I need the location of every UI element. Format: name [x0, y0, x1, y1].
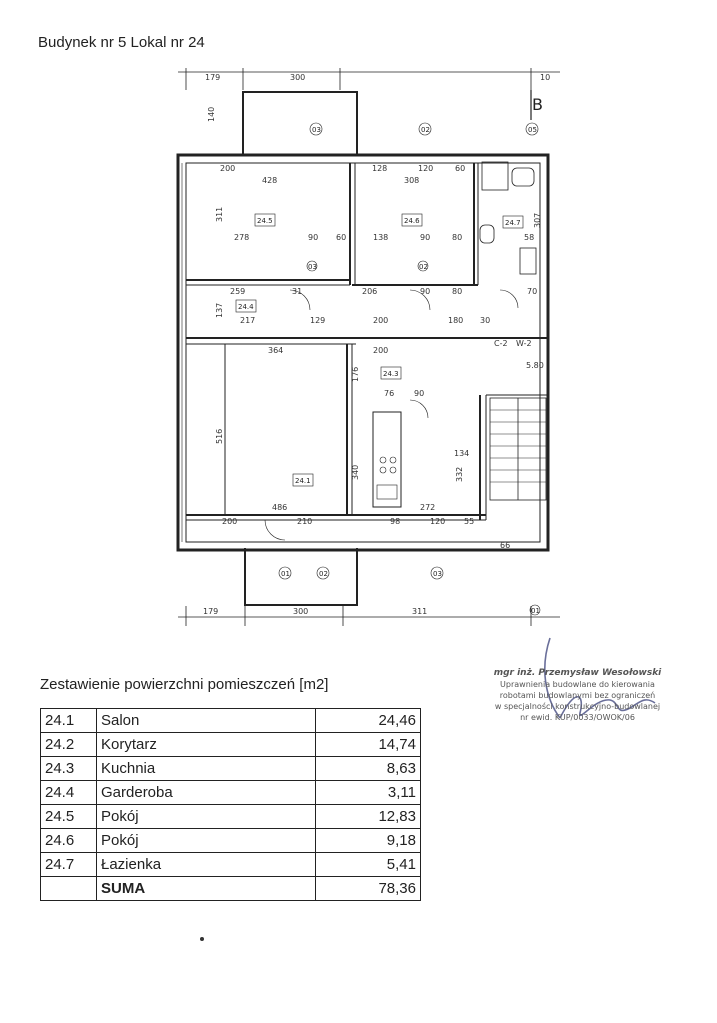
dim-label: 364 — [268, 346, 284, 355]
dim-label: 60 — [455, 164, 466, 173]
dim-label: 80 — [452, 287, 463, 296]
table-row — [41, 853, 421, 877]
room-number: 24.2 — [41, 733, 97, 757]
dim-label: 272 — [420, 503, 436, 512]
dim-label: 76 — [384, 389, 395, 398]
total-area: 78,36 — [316, 877, 421, 901]
room-tag-24-5: 24.5 — [257, 217, 273, 225]
dim-label: 200 — [373, 346, 389, 355]
dim-label: 307 — [533, 212, 542, 228]
area-summary-title: Zestawienie powierzchni pomieszczeń [m2] — [40, 676, 329, 693]
window-tag: 03 — [433, 570, 442, 578]
room-area: 8,63 — [316, 757, 421, 781]
dim-label: 66 — [500, 541, 511, 550]
dim-top-3: 10 — [540, 73, 551, 82]
room-number: 24.7 — [41, 853, 97, 877]
room-area: 12,83 — [316, 805, 421, 829]
window-tag: 01 — [531, 607, 540, 615]
table-row — [41, 829, 421, 853]
table-row — [41, 709, 421, 733]
total-number — [41, 877, 97, 901]
dim-label: 137 — [215, 302, 224, 318]
dim-bottom-1: 179 — [203, 607, 219, 616]
window-tag: 03 — [308, 263, 317, 271]
room-tag-24-6: 24.6 — [404, 217, 420, 225]
dim-label: 308 — [404, 176, 420, 185]
dim-label: 278 — [234, 233, 250, 242]
dim-label: 516 — [215, 428, 224, 444]
dim-label: 332 — [455, 466, 464, 482]
dim-label: 70 — [527, 287, 538, 296]
dim-label: 90 — [420, 233, 431, 242]
page-mark — [200, 937, 204, 941]
dim-label: 259 — [230, 287, 246, 296]
dim-label: 120 — [430, 517, 446, 526]
room-area: 9,18 — [316, 829, 421, 853]
dim-label: 98 — [390, 517, 401, 526]
page-title: Budynek nr 5 Lokal nr 24 — [38, 34, 205, 51]
dim-label: 55 — [464, 517, 475, 526]
dim-label: 90 — [308, 233, 319, 242]
dim-label: 128 — [372, 164, 388, 173]
stamp-line: Uprawnienia budowlane do kierowania — [500, 680, 655, 689]
room-area: 5,41 — [316, 853, 421, 877]
room-area: 14,74 — [316, 733, 421, 757]
dim-label: 31 — [292, 287, 303, 296]
room-name: Pokój — [97, 805, 316, 829]
dim-label: 30 — [480, 316, 491, 325]
dim-label: 80 — [452, 233, 463, 242]
table-row — [41, 733, 421, 757]
dim-label: 206 — [362, 287, 378, 296]
table-row — [41, 781, 421, 805]
dim-label: 90 — [414, 389, 425, 398]
dim-label: 140 — [207, 106, 216, 122]
room-number: 24.1 — [41, 709, 97, 733]
dim-label: 5.80 — [526, 361, 544, 370]
window-tag: 02 — [419, 263, 428, 271]
dim-label: 90 — [420, 287, 431, 296]
total-label: SUMA — [97, 877, 316, 901]
dim-label: 217 — [240, 316, 256, 325]
stamp-name: mgr inż. Przemysław Wesołowski — [493, 668, 662, 678]
dim-label: 340 — [351, 464, 360, 480]
dim-label: 200 — [373, 316, 389, 325]
dim-label: 200 — [222, 517, 238, 526]
table-row — [41, 757, 421, 781]
window-tag: 02 — [421, 126, 430, 134]
window-tag: 02 — [319, 570, 328, 578]
dim-label: 180 — [448, 316, 464, 325]
room-number: 24.4 — [41, 781, 97, 805]
room-tag-24-4: 24.4 — [238, 303, 254, 311]
dim-label: 210 — [297, 517, 313, 526]
window-tag: 05 — [528, 126, 537, 134]
dim-label: 134 — [454, 449, 470, 458]
room-number: 24.6 — [41, 829, 97, 853]
dim-label: 120 — [418, 164, 434, 173]
dim-label: 176 — [351, 366, 360, 382]
room-name: Pokój — [97, 829, 316, 853]
total-row — [41, 877, 421, 901]
stamp-line: w specjalności konstrukcyjno-budowlanej — [494, 702, 661, 711]
dim-top-1: 179 — [205, 73, 221, 82]
room-name: Korytarz — [97, 733, 316, 757]
dim-label: 486 — [272, 503, 288, 512]
room-number: 24.5 — [41, 805, 97, 829]
room-name: Salon — [97, 709, 316, 733]
dim-label: 428 — [262, 176, 278, 185]
dim-top-2: 300 — [290, 73, 306, 82]
dim-label: 200 — [220, 164, 236, 173]
window-tag: 01 — [281, 570, 290, 578]
engineer-stamp — [470, 668, 685, 723]
room-number: 24.3 — [41, 757, 97, 781]
dim-label: 60 — [336, 233, 347, 242]
dim-label: W-2 — [516, 339, 532, 348]
dim-bottom-3: 311 — [412, 607, 428, 616]
dim-label: 58 — [524, 233, 535, 242]
dim-label: 138 — [373, 233, 389, 242]
room-tag-24-7: 24.7 — [505, 219, 521, 227]
stamp-line: robotami budowlanymi bez ograniczeń — [499, 691, 656, 700]
section-mark: B — [532, 95, 543, 114]
dim-bottom-2: 300 — [293, 607, 309, 616]
room-area: 3,11 — [316, 781, 421, 805]
stamp-line: nr ewid. KUP/0033/OWOK/06 — [520, 713, 635, 722]
room-name: Garderoba — [97, 781, 316, 805]
dim-label: C-2 — [494, 339, 508, 348]
room-tag-24-1: 24.1 — [295, 477, 311, 485]
table-row — [41, 805, 421, 829]
room-name: Łazienka — [97, 853, 316, 877]
room-area: 24,46 — [316, 709, 421, 733]
window-tag: 03 — [312, 126, 321, 134]
dim-label: 129 — [310, 316, 326, 325]
area-table — [40, 708, 421, 901]
room-name: Kuchnia — [97, 757, 316, 781]
dim-label: 311 — [215, 206, 224, 222]
room-tag-24-3: 24.3 — [383, 370, 399, 378]
